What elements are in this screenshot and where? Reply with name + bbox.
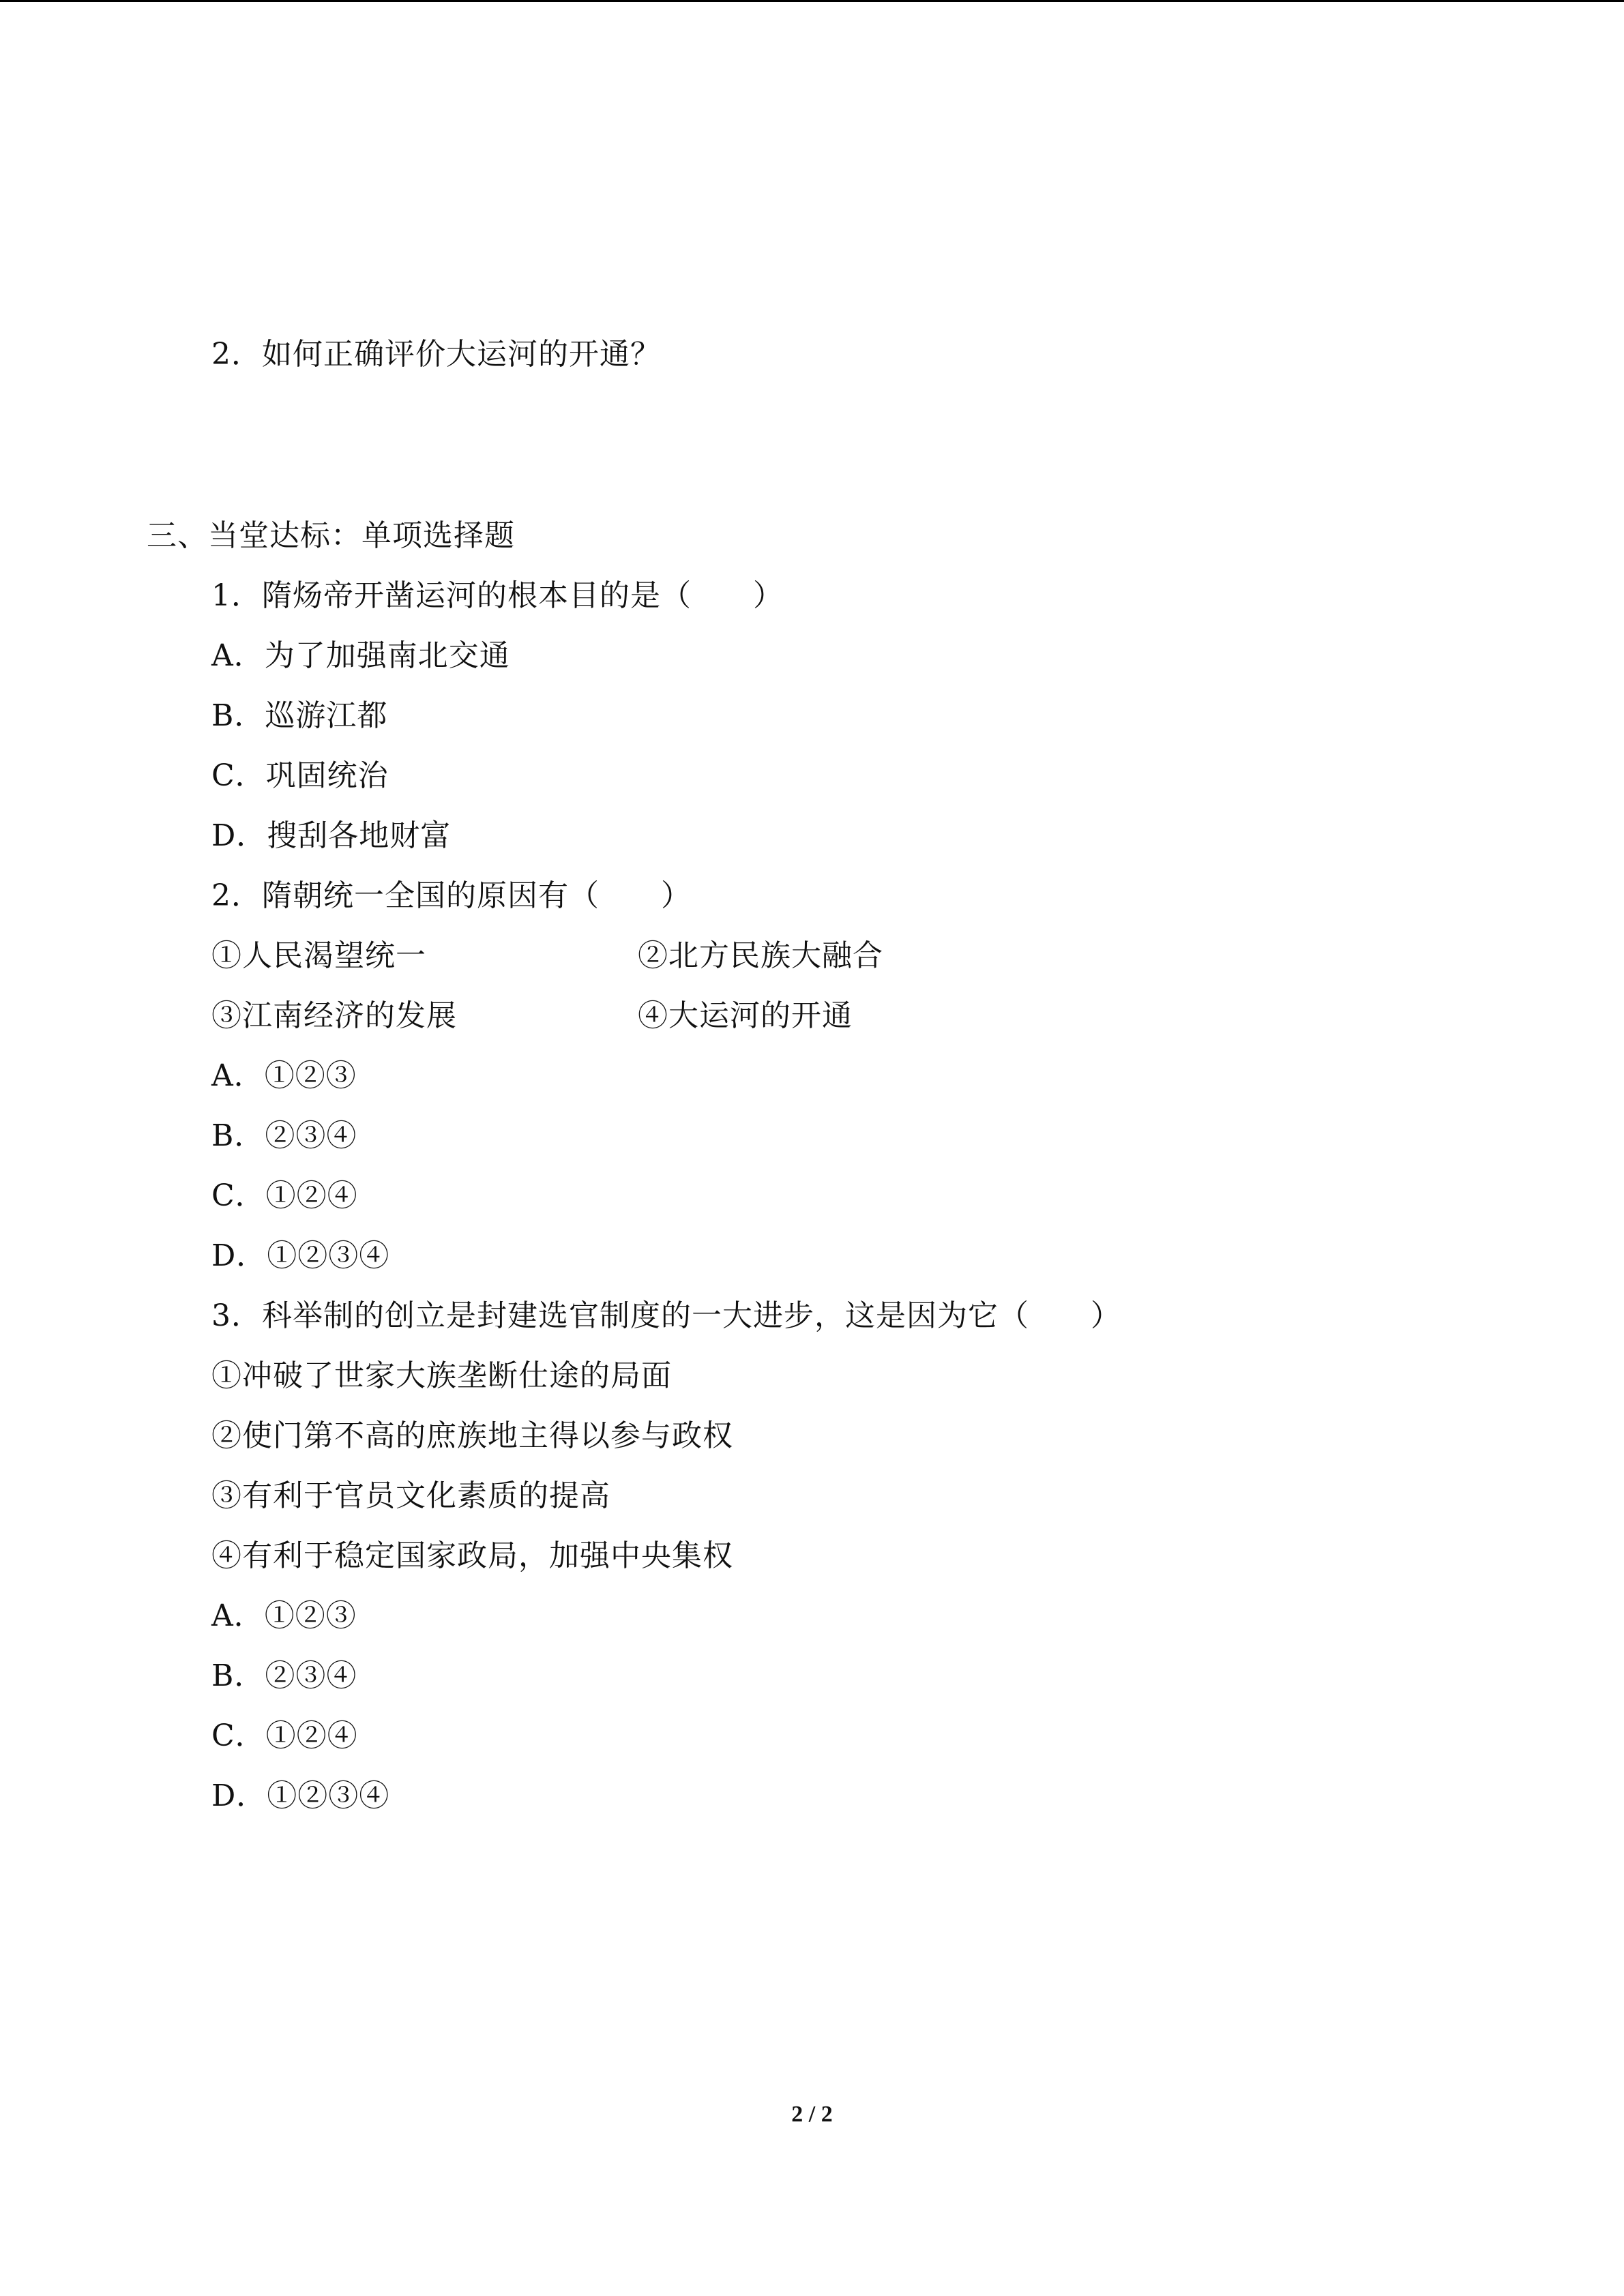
section-heading: 三、当堂达标：单项选择题	[147, 518, 515, 553]
page-number: 2 / 2	[791, 2102, 833, 2127]
q1-option-a: A．为了加强南北交通	[211, 638, 510, 673]
q3-option-d: D．①②③④	[211, 1778, 390, 1813]
q2-statement-4: ④大运河的开通	[638, 998, 853, 1033]
page-top-border	[0, 0, 1624, 2]
q3-statement-2: ②使门第不高的庶族地主得以参与政权	[211, 1418, 733, 1453]
question-2-evaluate-canal: 2．如何正确评价大运河的开通？	[211, 337, 661, 372]
q1-stem: 1．隋炀帝开凿运河的根本目的是（ ）	[211, 578, 784, 613]
q2-statement-1: ①人民渴望统一	[211, 938, 426, 973]
q2-option-b: B．②③④	[211, 1118, 357, 1153]
q3-statement-1: ①冲破了世家大族垄断仕途的局面	[211, 1358, 672, 1393]
q3-option-b: B．②③④	[211, 1658, 357, 1693]
q2-stem: 2．隋朝统一全国的原因有（ ）	[211, 878, 692, 913]
q2-option-c: C．①②④	[211, 1178, 358, 1213]
q3-option-a: A．①②③	[211, 1598, 357, 1633]
q3-stem: 3．科举制的创立是封建选官制度的一大进步，这是因为它（ ）	[211, 1298, 1121, 1333]
q2-statement-2: ②北方民族大融合	[638, 938, 883, 973]
q3-statement-3: ③有利于官员文化素质的提高	[211, 1478, 610, 1513]
q2-option-d: D．①②③④	[211, 1238, 390, 1273]
q1-option-b: B．巡游江都	[211, 698, 388, 733]
q3-statement-4: ④有利于稳定国家政局，加强中央集权	[211, 1538, 733, 1573]
q2-statement-3: ③江南经济的发展	[211, 998, 457, 1033]
q1-option-d: D．搜刮各地财富	[211, 818, 452, 853]
q2-option-a: A．①②③	[211, 1058, 357, 1093]
q1-option-c: C．巩固统治	[211, 758, 389, 793]
q3-option-c: C．①②④	[211, 1718, 358, 1753]
